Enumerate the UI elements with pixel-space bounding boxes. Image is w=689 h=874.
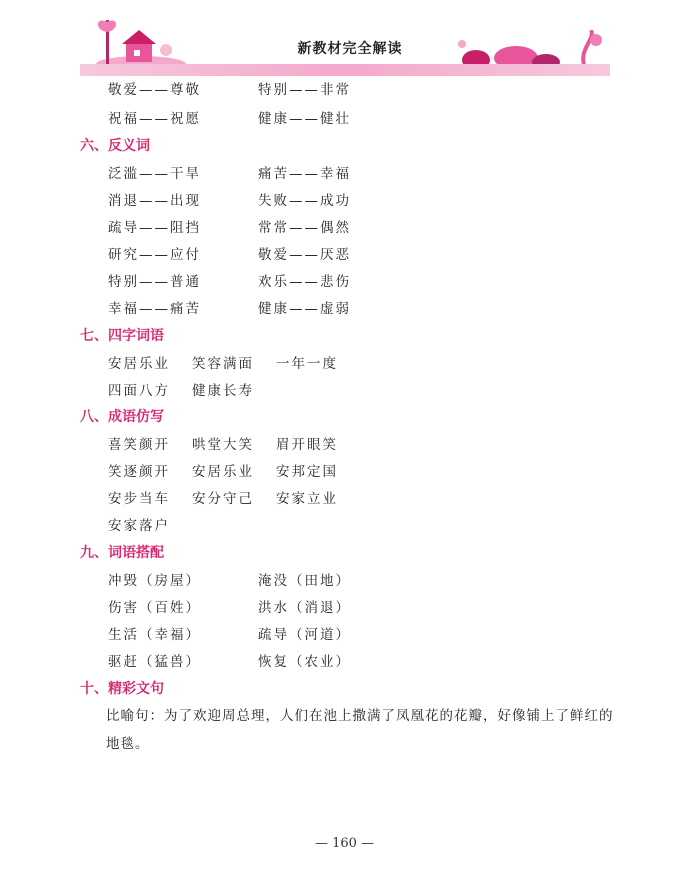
phrase: 安居乐业 [192,464,254,480]
section-heading-sentences: 十、精彩文句 [80,681,164,697]
header-band [80,64,610,76]
phrase: 四面八方 [108,383,170,399]
word-pair: 敬爱——尊敬 [108,82,201,98]
phrase: 哄堂大笑 [192,437,254,453]
word-pair: 失败——成功 [258,193,351,209]
phrase: 安家落户 [108,518,170,534]
phrase: 笑逐颜开 [108,464,170,480]
phrase: 眉开眼笑 [276,437,338,453]
phrase: 安居乐业 [108,356,170,372]
phrase: 一年一度 [276,356,338,372]
section-heading-four-char: 七、四字词语 [80,328,164,344]
word-pair: 疏导——阻挡 [108,220,201,236]
phrase: 喜笑颜开 [108,437,170,453]
collocation: 疏导（河道） [258,627,351,643]
page-number: — 160 — [314,836,375,851]
phrase: 笑容满面 [192,356,254,372]
phrase: 健康长寿 [192,383,254,399]
section-heading-collocation: 九、词语搭配 [80,545,164,561]
collocation: 驱赶（猛兽） [108,654,201,670]
word-pair: 研究——应付 [108,247,201,263]
collocation: 淹没（田地） [258,573,351,589]
word-pair: 常常——偶然 [258,220,351,236]
phrase: 安家立业 [276,491,338,507]
word-pair: 特别——非常 [258,82,351,98]
collocation: 伤害（百姓） [108,600,201,616]
word-pair: 健康——健壮 [258,111,351,127]
word-pair: 幸福——痛苦 [108,301,201,317]
header-title: 新教材完全解读 [297,41,403,57]
phrase: 安邦定国 [276,464,338,480]
sentence-paragraph: 比喻句：为了欢迎周总理，人们在池上撒满了凤凰花的花瓣，好像铺上了鲜红的地毯。 [106,708,614,752]
word-pair: 泛滥——干旱 [108,166,201,182]
page-header [80,8,610,80]
collocation: 恢复（农业） [258,654,351,670]
word-pair: 消退——出现 [108,193,201,209]
phrase: 安分守己 [192,491,254,507]
house-tree-decoration [86,12,186,72]
section-heading-idiom: 八、成语仿写 [80,409,164,425]
word-pair: 健康——虚弱 [258,301,351,317]
word-pair: 欢乐——悲伤 [258,274,351,290]
word-pair: 特别——普通 [108,274,201,290]
word-pair: 痛苦——幸福 [258,166,351,182]
word-pair: 敬爱——厌恶 [258,247,351,263]
phrase: 安步当车 [108,491,170,507]
collocation: 洪水（消退） [258,600,351,616]
collocation: 生活（幸福） [108,627,201,643]
word-pair: 祝福——祝愿 [108,111,201,127]
section-heading-antonyms: 六、反义词 [80,138,150,154]
collocation: 冲毁（房屋） [108,573,201,589]
